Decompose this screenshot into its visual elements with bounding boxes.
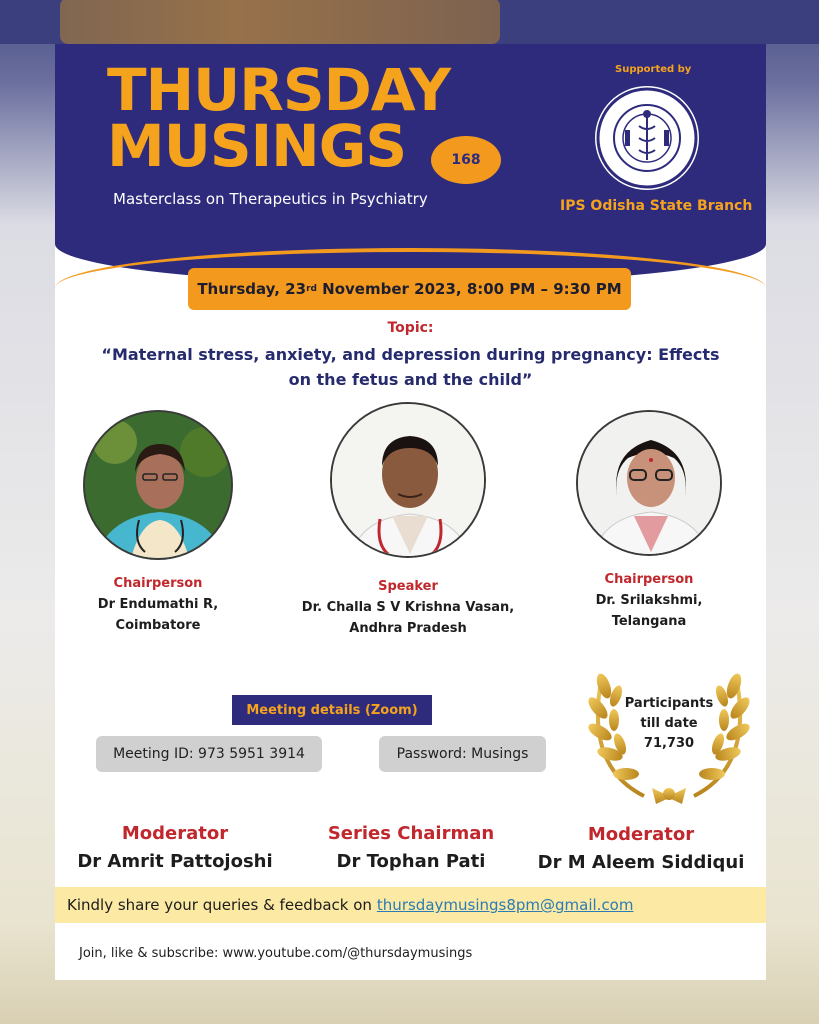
chairperson-2-role: Chairperson — [604, 572, 694, 587]
feedback-banner — [55, 887, 766, 923]
moderator-1-role: Moderator — [121, 823, 229, 844]
poster-subtitle: Masterclass on Therapeutics in Psychiatry — [113, 190, 428, 208]
chairperson-2-name — [564, 590, 734, 632]
topic-line-2: on the fetus and the child” — [288, 370, 533, 389]
speaker-name-line1: Dr. Challa S V Krishna Vasan, — [301, 600, 515, 615]
blurred-title-ghost — [60, 0, 500, 44]
chairperson-1-location: Coimbatore — [115, 618, 201, 633]
supported-by-label: Supported by — [615, 64, 692, 75]
speaker-role: Speaker — [378, 579, 438, 594]
participants-label-1: Participants — [624, 696, 714, 711]
meeting-id-field[interactable]: Meeting ID: 973 5951 3914 — [96, 736, 322, 772]
topic-title — [75, 342, 746, 392]
date-suffix: November 2023, 8:00 PM – 9:30 PM — [316, 280, 622, 298]
moderator-1-name: Dr Amrit Pattojoshi — [77, 851, 273, 872]
speaker-photo — [330, 402, 486, 558]
participants-label-2: till date — [640, 716, 698, 731]
date-prefix: Thursday, 23 — [197, 280, 307, 298]
speaker-name — [283, 597, 533, 639]
title-line-2: MUSINGS — [107, 112, 407, 180]
moderator-2-role: Moderator — [587, 824, 695, 845]
topic-label: Topic: — [387, 320, 434, 336]
chairperson-2-name-line1: Dr. Srilakshmi, — [595, 593, 703, 608]
feedback-text: Kindly share your queries & feedback on — [67, 896, 372, 914]
feedback-email-link[interactable]: thursdaymusings8pm@gmail.com — [376, 896, 634, 914]
ips-seal-logo — [595, 86, 699, 190]
series-chairman-role: Series Chairman — [327, 823, 495, 844]
meeting-details-heading: Meeting details (Zoom) — [232, 695, 432, 725]
participants-count — [612, 694, 726, 754]
speaker-location: Andhra Pradesh — [349, 621, 467, 636]
chairperson-2-photo — [576, 410, 722, 556]
chairperson-2-location: Telangana — [611, 614, 687, 629]
blurred-background-top — [0, 0, 819, 44]
chairperson-1-name — [73, 594, 243, 636]
issue-badge: 168 — [431, 136, 501, 184]
series-chairman-name: Dr Tophan Pati — [336, 851, 486, 872]
password-field[interactable]: Password: Musings — [379, 736, 546, 772]
branch-name: IPS Odisha State Branch — [560, 198, 753, 214]
poster-card — [55, 44, 766, 980]
topic-line-1: “Maternal stress, anxiety, and depression during pregnancy: Effects — [101, 345, 720, 364]
participants-number: 71,730 — [643, 736, 695, 751]
title-line-1: THURSDAY — [107, 56, 451, 124]
chairperson-1-name-line1: Dr Endumathi R, — [97, 597, 219, 612]
chairperson-1-role: Chairperson — [113, 576, 203, 591]
date-ordinal: rd — [306, 284, 317, 294]
youtube-subscribe-text: Join, like & subscribe: www.youtube.com/@thursdaymusings — [79, 946, 473, 961]
poster-title — [107, 56, 451, 180]
date-banner — [188, 268, 631, 310]
chairperson-1-photo — [83, 410, 233, 560]
moderator-2-name: Dr M Aleem Siddiqui — [537, 852, 745, 873]
